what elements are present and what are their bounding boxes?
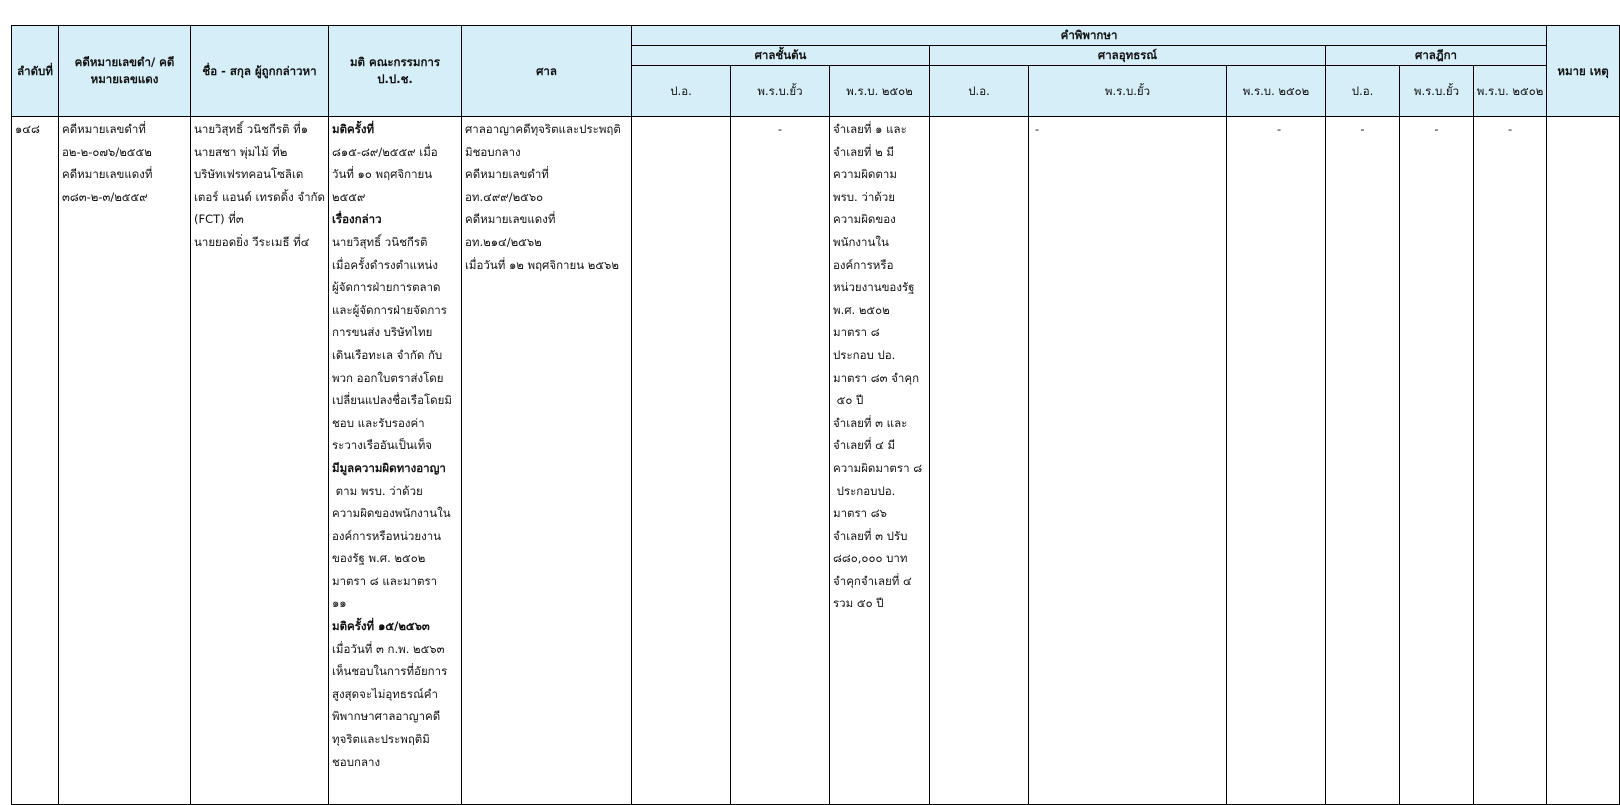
name-line: นายวิสุทธิ์ วนิชกีรติ ที่๑ xyxy=(194,122,309,136)
verdict-line: ความผิดตาม xyxy=(833,167,897,182)
name-line: นายสชา พุ่มไม้ ที่๒ xyxy=(194,144,288,159)
header-supreme-po: ป.อ. xyxy=(1326,66,1400,117)
cell-first-po xyxy=(632,117,731,805)
name-line: บริษัทเฟรทคอนโซลิเด xyxy=(194,167,304,182)
resolution-line: ของรัฐ พ.ศ. ๒๕๐๒ xyxy=(332,551,426,566)
cell-court xyxy=(462,117,632,805)
resolution-line: ๒๕๕๙ xyxy=(332,189,366,204)
header-supreme-court: ศาลฎีกา xyxy=(1326,46,1547,66)
cell-first-act-2502 xyxy=(830,117,930,805)
resolution-line: สูงสุดจะไม่อุทธรณ์คำ xyxy=(332,686,438,701)
resolution-line: พิพากษาศาลอาญาคดี xyxy=(332,709,441,724)
verdict-line: มาตรา ๘ xyxy=(833,325,880,340)
verdict-line: ๘๘๐,๐๐๐ บาท xyxy=(833,551,908,566)
name-line: (FCT) ที่๓ xyxy=(194,212,244,227)
verdict-line: มาตรา ๘๓ จำคุก xyxy=(833,370,920,385)
court-line: เมื่อวันที่ ๑๒ พฤศจิกายน ๒๕๖๒ xyxy=(465,257,619,272)
resolution-line: ระวางเรืออันเป็นเท็จ xyxy=(332,438,433,453)
resolution-line: ตาม พรบ. ว่าด้วย xyxy=(332,483,423,498)
header-appeal-po: ป.อ. xyxy=(930,66,1029,117)
header-order: ลำดับที่ xyxy=(12,26,59,117)
resolution-line: ความผิดของพนักงานใน xyxy=(332,506,451,521)
verdict-line: พรบ. ว่าด้วย xyxy=(833,189,895,204)
resolution-line: ชอบกลาง xyxy=(332,754,381,769)
resolution-line: มาตรา ๘ และมาตรา xyxy=(332,573,438,588)
resolution-line: และผู้จัดการฝ่ายจัดการ xyxy=(332,302,447,317)
header-case-number: คดีหมายเลขดำ/ คดีหมายเลขแดง xyxy=(59,26,191,117)
resolution-line: ชอบ และรับรองค่า xyxy=(332,415,425,430)
cell-case-number xyxy=(59,117,191,805)
header-appeal-check-act: พ.ร.บ.ยั้ว xyxy=(1029,66,1227,117)
verdict-line: พนักงานใน xyxy=(833,234,889,249)
resolution-line: องค์การหรือหน่วยงาน xyxy=(332,528,442,543)
resolution-heading: มติครั้งที่ ๑๕/๒๕๖๓ xyxy=(332,619,430,634)
court-line: มิชอบกลาง xyxy=(465,144,521,159)
cell-first-check-act: - xyxy=(731,117,830,805)
resolution-line: ๘๑๕-๘๙/๒๕๕๙ เมื่อ xyxy=(332,144,438,159)
resolution-line: เมื่อวันที่ ๓ ก.พ. ๒๕๖๓ xyxy=(332,641,445,656)
header-appeal-act-2502: พ.ร.บ. ๒๕๐๒ xyxy=(1227,66,1326,117)
resolution-line: นายวิสุทธิ์ วนิชกีรติ xyxy=(332,234,428,249)
resolution-line: วันที่ ๑๐ พฤศจิกายน xyxy=(332,167,433,182)
name-line: นายยอดยิ่ง วีระเมธี ที่๔ xyxy=(194,234,310,249)
verdict-line: รวม ๕๐ ปี xyxy=(833,596,884,611)
header-remark: หมาย เหตุ xyxy=(1547,26,1620,117)
verdict-line: พ.ศ. ๒๕๐๒ xyxy=(833,302,890,317)
header-appeal-court: ศาลอุทธรณ์ xyxy=(930,46,1326,66)
cell-nacc-resolution xyxy=(329,117,462,805)
cell-supreme-act-2502: - xyxy=(1474,117,1547,805)
verdict-line: ๕๐ ปี xyxy=(833,393,864,408)
resolution-line: ผู้จัดการฝ่ายการตลาด xyxy=(332,280,441,295)
header-first-court: ศาลชั้นต้น xyxy=(632,46,930,66)
resolution-line: พวก ออกใบตราส่งโดย xyxy=(332,370,444,385)
table-row xyxy=(12,117,1620,805)
case-table xyxy=(11,25,1620,805)
verdict-line: จำเลยที่ ๓ ปรับ xyxy=(833,528,908,543)
cell-remark xyxy=(1547,117,1620,805)
header-judgment: คำพิพากษา xyxy=(632,26,1547,46)
court-line: ศาลอาญาคดีทุจริตและประพฤติ xyxy=(465,122,621,136)
header-court: ศาล xyxy=(462,26,632,117)
resolution-line: เดินเรือทะเล จำกัด กับ xyxy=(332,347,443,362)
header-first-act-2502: พ.ร.บ. ๒๕๐๒ xyxy=(830,66,930,117)
verdict-line: มาตรา ๘๖ xyxy=(833,506,887,521)
verdict-line: จำเลยที่ ๓ และ xyxy=(833,415,908,430)
resolution-line: การขนส่ง บริษัทไทย xyxy=(332,325,433,340)
court-line: อท.๔๙๙/๒๕๖๐ xyxy=(465,189,544,204)
header-first-po: ป.อ. xyxy=(632,66,731,117)
cell-order: ๑๔๘ xyxy=(12,117,59,805)
verdict-line: จำเลยที่ ๒ มี xyxy=(833,144,894,159)
header-supreme-act-2502: พ.ร.บ. ๒๕๐๒ xyxy=(1474,66,1547,117)
verdict-line: ประกอบปอ. xyxy=(833,483,896,498)
verdict-line: หน่วยงานของรัฐ xyxy=(833,280,915,295)
resolution-line: ๑๑ xyxy=(332,596,347,611)
cell-appeal-act-2502: - xyxy=(1227,117,1326,805)
case-line: คดีหมายเลขแดงที่ xyxy=(62,167,153,182)
verdict-line: จำเลยที่ ๑ และ xyxy=(833,122,907,136)
verdict-line: จำเลยที่ ๔ มี xyxy=(833,438,896,453)
header-first-check-act: พ.ร.บ.ยั้ว xyxy=(731,66,830,117)
verdict-line: ประกอบ ปอ. xyxy=(833,347,896,362)
header-supreme-check-act: พ.ร.บ.ยั้ว xyxy=(1400,66,1474,117)
name-line: เตอร์ แอนด์ เทรดดิ้ง จำกัด xyxy=(194,189,325,204)
cell-supreme-check-act: - xyxy=(1400,117,1474,805)
verdict-line: ความผิดมาตรา ๘ xyxy=(833,460,923,475)
resolution-heading: มติครั้งที่ xyxy=(332,122,375,136)
case-line: อ๒-๒-๐๗๖/๒๕๕๒ xyxy=(62,144,152,159)
verdict-line: องค์การหรือ xyxy=(833,257,894,272)
court-line: คดีหมายเลขแดงที่ xyxy=(465,212,556,227)
resolution-line: เห็นชอบในการที่อัยการ xyxy=(332,664,448,679)
resolution-heading: เรื่องกล่าว xyxy=(332,212,382,227)
cell-appeal-po xyxy=(930,117,1029,805)
cell-appeal-check-act: - xyxy=(1029,117,1227,805)
header-accused-name: ชื่อ - สกุล ผู้ถูกกล่าวหา xyxy=(191,26,329,117)
case-line: คดีหมายเลขดำที่ xyxy=(62,122,146,136)
court-line: คดีหมายเลขดำที่ xyxy=(465,167,549,182)
verdict-line: ความผิดของ xyxy=(833,212,896,227)
verdict-line: จำคุกจำเลยที่ ๔ xyxy=(833,573,912,588)
resolution-line: เมื่อครั้งดำรงตำแหน่ง xyxy=(332,257,439,272)
header-nacc-resolution: มติ คณะกรรมการ ป.ป.ช. xyxy=(329,26,462,117)
resolution-line: ทุจริตและประพฤติมิ xyxy=(332,732,430,747)
resolution-line: เปลี่ยนแปลงชื่อเรือโดยมิ xyxy=(332,393,452,408)
court-line: อท.๒๑๔/๒๕๖๒ xyxy=(465,234,542,249)
cell-supreme-po: - xyxy=(1326,117,1400,805)
resolution-heading: มีมูลความผิดทางอาญา xyxy=(332,460,446,475)
case-line: ๓๘๓-๒-๓/๒๕๕๙ xyxy=(62,189,148,204)
cell-accused-names xyxy=(191,117,329,805)
